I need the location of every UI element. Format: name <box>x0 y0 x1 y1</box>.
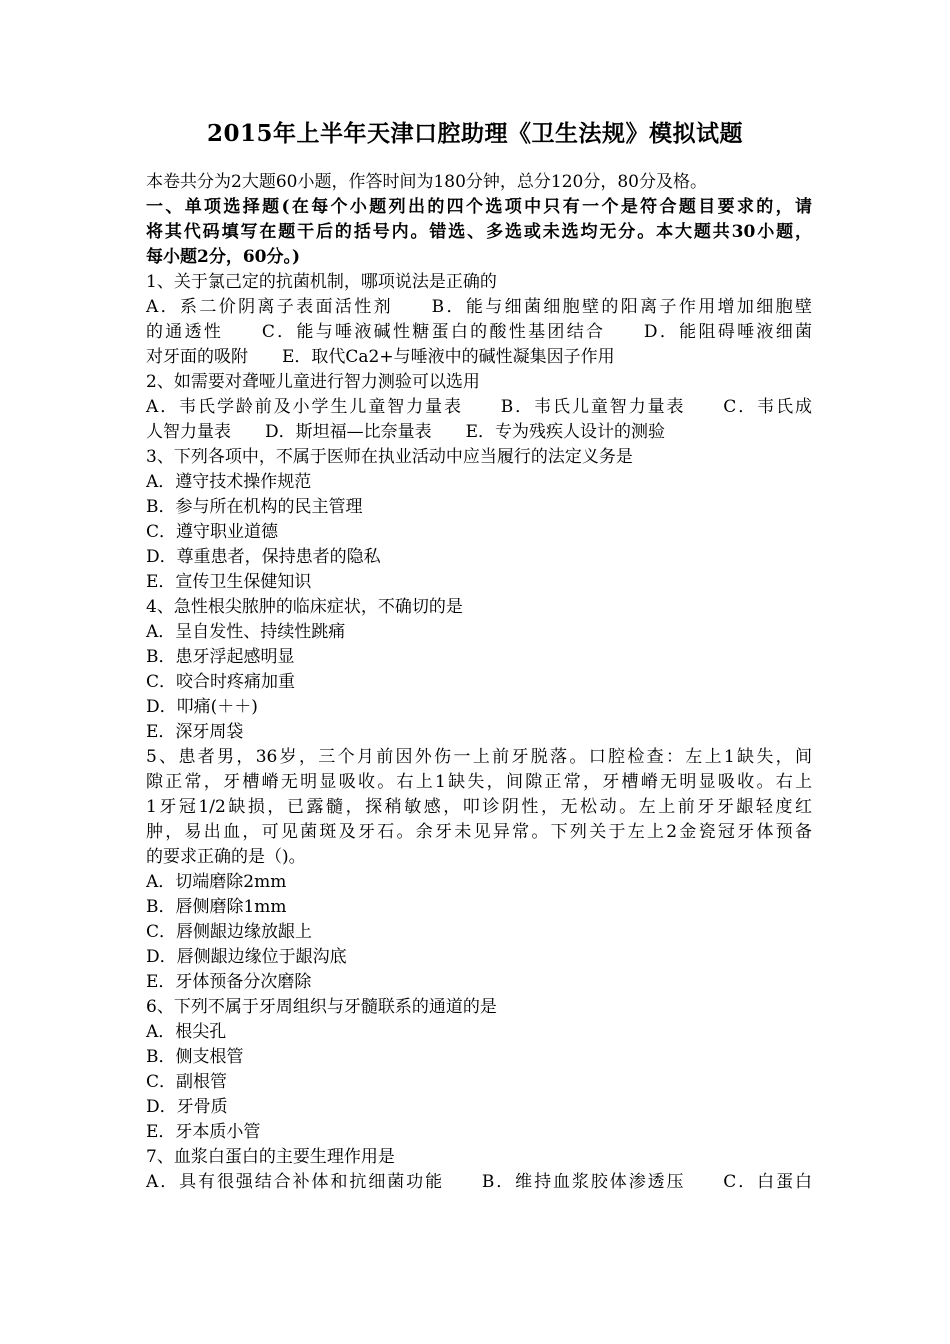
text-line: 5、患者男，36岁，三个月前因外伤一上前牙脱落。口腔检查：左上1缺失，间 <box>146 747 812 767</box>
document-body <box>146 170 812 1195</box>
document-title: 2015年上半年天津口腔助理《卫生法规》模拟试题 <box>206 120 743 147</box>
text-line: 隙正常，牙槽嵴无明显吸收。右上1缺失，间隙正常，牙槽嵴无明显吸收。右上 <box>146 772 812 792</box>
text-line: 3、下列各项中，不属于医师在执业活动中应当履行的法定义务是 <box>146 447 633 467</box>
text-line: C．遵守职业道德 <box>146 522 279 542</box>
text-line: 将其代码填写在题干后的括号内。错选、多选或未选均无分。本大题共30小题， <box>146 222 812 242</box>
text-line: A．韦氏学龄前及小学生儿童智力量表 B．韦氏儿童智力量表 C．韦氏成 <box>146 397 812 417</box>
text-line: E．深牙周袋 <box>146 722 244 742</box>
text-line: D．叩痛(＋＋) <box>146 697 258 717</box>
text-line: B．侧支根管 <box>146 1047 244 1067</box>
text-line: 2、如需要对聋哑儿童进行智力测验可以选用 <box>146 372 480 392</box>
text-line: 肿，易出血，可见菌斑及牙石。余牙未见异常。下列关于左上2金瓷冠牙体预备 <box>146 822 812 842</box>
text-line: A．呈自发性、持续性跳痛 <box>146 622 346 642</box>
text-line: A．根尖孔 <box>146 1022 227 1042</box>
text-line: 4、急性根尖脓肿的临床症状，不确切的是 <box>146 597 463 617</box>
text-line: C．副根管 <box>146 1072 228 1092</box>
text-line: 本卷共分为2大题60小题，作答时间为180分钟，总分120分，80分及格。 <box>146 172 707 192</box>
text-line: 一、单项选择题(在每个小题列出的四个选项中只有一个是符合题目要求的，请 <box>146 197 812 217</box>
text-line: 每小题2分，60分。) <box>146 247 301 267</box>
text-line: A．遵守技术操作规范 <box>146 472 312 492</box>
text-line: A．系二价阴离子表面活性剂 B．能与细菌细胞壁的阳离子作用增加细胞壁 <box>146 297 812 317</box>
text-line: D．唇侧龈边缘位于龈沟底 <box>146 947 347 967</box>
text-line: 1、关于氯己定的抗菌机制，哪项说法是正确的 <box>146 272 497 292</box>
text-line: D．牙骨质 <box>146 1097 228 1117</box>
text-line: B．唇侧磨除1mm <box>146 897 287 917</box>
text-line: 7、血浆白蛋白的主要生理作用是 <box>146 1147 395 1167</box>
text-line: 6、下列不属于牙周组织与牙髓联系的通道的是 <box>146 997 497 1017</box>
text-line: 1牙冠1/2缺损，已露髓，探稍敏感，叩诊阴性，无松动。左上前牙牙龈轻度红 <box>146 797 812 817</box>
text-line: 的通透性 C．能与唾液碱性糖蛋白的酸性基团结合 D．能阻碍唾液细菌 <box>146 322 812 342</box>
text-line: 人智力量表 D．斯坦福—比奈量表 E．专为残疾人设计的测验 <box>146 422 666 442</box>
text-line: B．参与所在机构的民主管理 <box>146 497 363 517</box>
text-line: A．切端磨除2mm <box>146 872 287 892</box>
text-line: 对牙面的吸附 E．取代Ca2+与唾液中的碱性凝集因子作用 <box>146 347 615 367</box>
text-line: B．患牙浮起感明显 <box>146 647 295 667</box>
text-line: D．尊重患者，保持患者的隐私 <box>146 547 381 567</box>
text-line: C．唇侧龈边缘放龈上 <box>146 922 313 942</box>
text-line: 的要求正确的是（)。 <box>146 847 306 867</box>
text-line: E．牙体预备分次磨除 <box>146 972 312 992</box>
text-line: E．牙本质小管 <box>146 1122 261 1142</box>
text-line: E．宣传卫生保健知识 <box>146 572 312 592</box>
text-line: C．咬合时疼痛加重 <box>146 672 296 692</box>
text-line: A．具有很强结合补体和抗细菌功能 B．维持血浆胶体渗透压 C．白蛋白 <box>146 1172 812 1192</box>
